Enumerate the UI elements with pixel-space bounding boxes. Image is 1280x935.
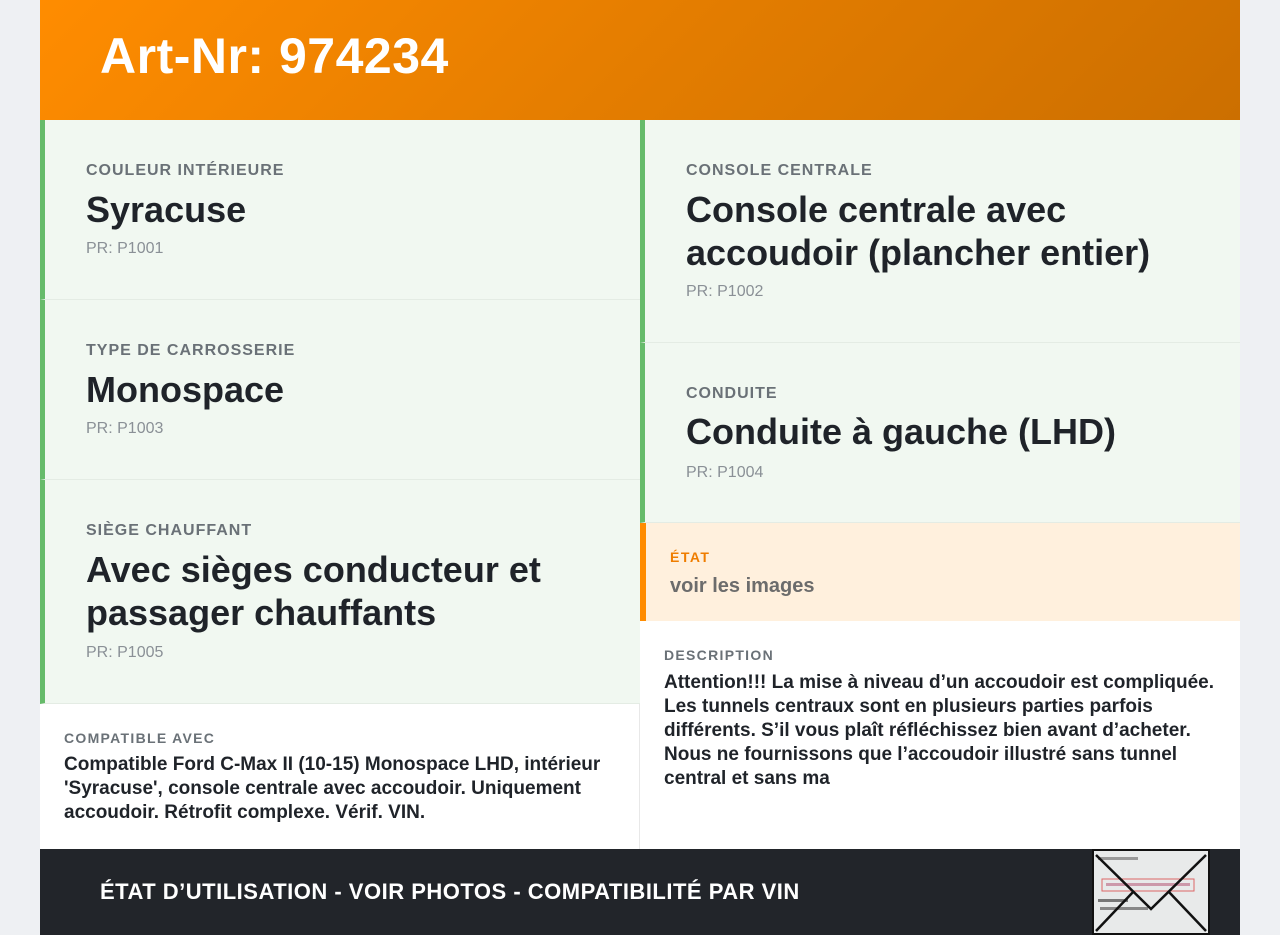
- compatible-text: Compatible Ford C-Max II (10-15) Monospace LHD, intérieur 'Syracuse', console centrale avec accoudoir. Uniquement accoudoir. Rétrofit complexe. Vérif. VIN.: [64, 754, 601, 823]
- envelope-icon: [1092, 849, 1210, 935]
- attr-value: Console centrale avec accoudoir (plancher entier): [686, 189, 1151, 273]
- attr-value: Syracuse: [86, 189, 247, 230]
- attr-pr-code: PR: P1004: [686, 464, 764, 481]
- attr-label: CONSOLE CENTRALE: [686, 162, 873, 179]
- description-box: [640, 621, 1240, 849]
- attr-pr-code: PR: P1001: [86, 240, 164, 257]
- attr-center-console: [640, 120, 1240, 343]
- attr-pr-code: PR: P1002: [686, 283, 764, 300]
- attr-label: COULEUR INTÉRIEURE: [86, 162, 285, 179]
- header: [40, 0, 1240, 120]
- state-value: voir les images: [670, 575, 815, 597]
- attr-interior-color: [40, 120, 640, 300]
- footer-bar: [40, 849, 1240, 935]
- attr-steering: [640, 343, 1240, 523]
- attr-pr-code: PR: P1005: [86, 644, 164, 661]
- footer-text: ÉTAT D’UTILISATION - VOIR PHOTOS - COMPATIBILITÉ PAR VIN: [100, 879, 800, 904]
- envelope-icon-graphic: [1094, 851, 1208, 933]
- attr-heated-seat: [40, 480, 640, 704]
- attr-pr-code: PR: P1003: [86, 420, 164, 437]
- description-text: Attention!!! La mise à niveau d’un accoudoir est compliquée. Les tunnels centraux sont en plusieurs parties parfois différents. S’il vous plaît réfléchissez bien avant d’acheter. Nous ne fournissons que l’accoudoir illustré sans tunnel central et sans ma: [664, 672, 1215, 789]
- attr-value: Monospace: [86, 369, 285, 410]
- description-label: DESCRIPTION: [664, 647, 774, 663]
- compatible-box: [40, 704, 640, 849]
- attr-body-type: [40, 300, 640, 480]
- attr-value: Conduite à gauche (LHD): [686, 411, 1116, 452]
- article-number-title: Art-Nr: 974234: [100, 28, 449, 84]
- state-box: [640, 523, 1240, 621]
- product-card: [40, 0, 1240, 935]
- state-label: ÉTAT: [670, 549, 711, 565]
- attr-label: CONDUITE: [686, 385, 778, 402]
- attr-label: SIÈGE CHAUFFANT: [86, 522, 253, 539]
- attr-label: TYPE DE CARROSSERIE: [86, 342, 296, 359]
- attr-value: Avec sièges conducteur et passager chauffants: [86, 549, 541, 633]
- compatible-label: COMPATIBLE AVEC: [64, 730, 216, 746]
